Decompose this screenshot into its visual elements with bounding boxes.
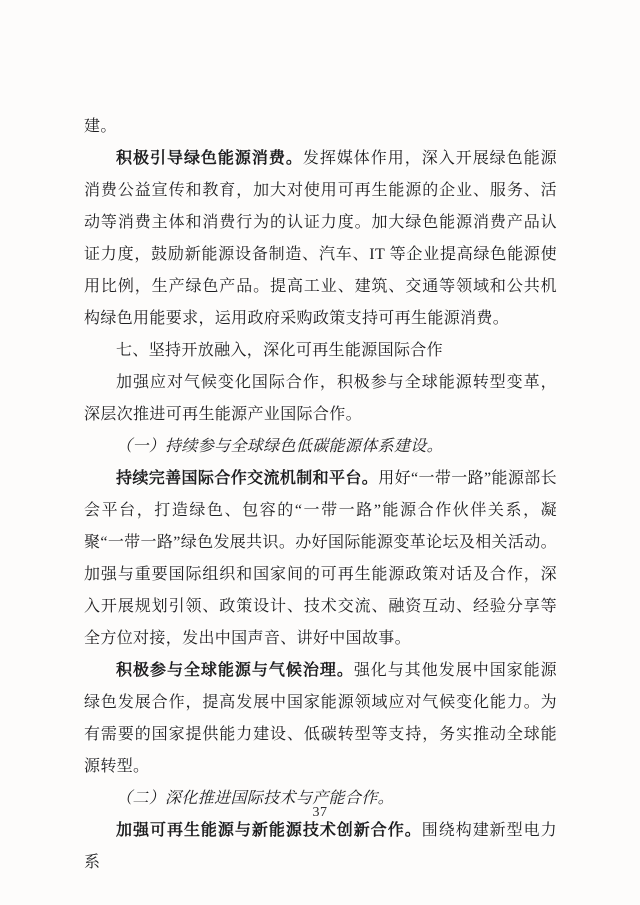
page-body	[84, 111, 557, 879]
paragraph-lead: 持续完善国际合作交流机制和平台。	[116, 470, 379, 487]
paragraph-global-governance	[84, 655, 557, 783]
paragraph-text: 发挥媒体作用，深入开展绿色能源消费公益宣传和教育，加大对使用可再生能源的企业、服务、活动等消费主体和消费行为的认证力度。加大绿色能源消费产品认证力度，鼓励新能源设备制造、汽车、IT 等企业提高绿色能源使用比例，生产绿色产品。提高工业、建筑、交通等领域和公共机构绿色用能要求，运用政府采购政策支持可再生能源消费。	[84, 150, 557, 327]
paragraph-intl-cooperation-intro: 加强应对气候变化国际合作，积极参与全球能源转型变革，深层次推进可再生能源产业国际合作。	[84, 374, 557, 423]
paragraph-tech-innovation	[84, 815, 557, 879]
subsection-heading-one: （一）持续参与全球绿色低碳能源体系建设。	[116, 438, 444, 455]
paragraph-text: 强化与其他发展中国家能源绿色发展合作，提高发展中国家能源领域应对气候变化能力。为有需要的国家提供能力建设、低碳转型等支持，务实推动全球能源转型。	[84, 662, 558, 775]
paragraph-text: 用好“一带一路”能源部长会平台，打造绿色、包容的“一带一路”能源合作伙伴关系，凝聚“一带一路”绿色发展共识。办好国际能源变革论坛及相关活动。加强与重要国际组织和国家间的可再生能源政策对话及合作，深入开展规划引领、政策设计、技术交流、融资互动、经验分享等全方位对接，发出中国声音、讲好中国故事。	[84, 470, 557, 647]
subsection-heading-two: （二）深化推进国际技术与产能合作。	[116, 790, 394, 807]
paragraph-lead: 加强可再生能源与新能源技术创新合作。	[116, 822, 422, 839]
page-number: 37	[312, 805, 328, 820]
paragraph-text: 围绕构建新型电力系	[84, 822, 557, 871]
paragraph-lead: 积极参与全球能源与气候治理。	[116, 662, 354, 679]
paragraph-intl-platforms	[84, 463, 557, 655]
continuation-line: 建。	[84, 118, 117, 135]
paragraph-lead: 积极引导绿色能源消费。	[116, 150, 303, 167]
paragraph-green-consumption	[84, 143, 557, 335]
section-heading-seven: 七、坚持开放融入，深化可再生能源国际合作	[116, 342, 444, 359]
